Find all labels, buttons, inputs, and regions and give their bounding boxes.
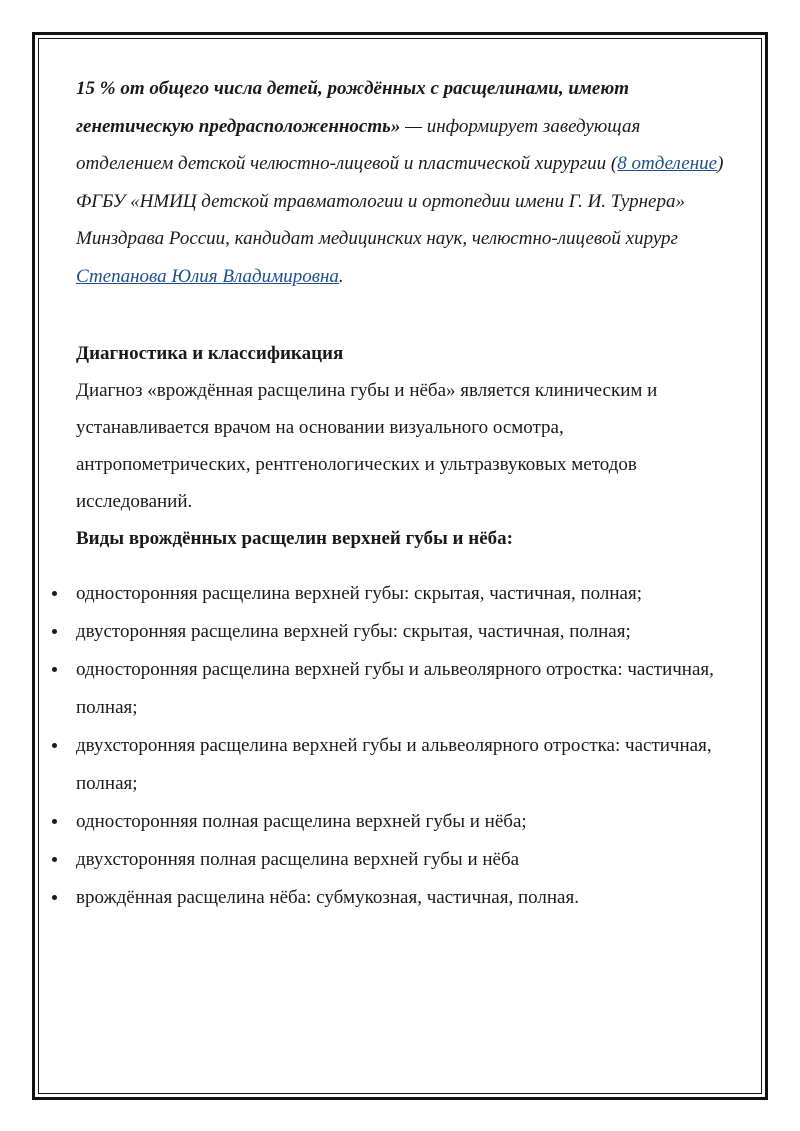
intro-paragraph	[76, 70, 736, 295]
intro-text-2: ) ФГБУ «НМИЦ детской травматологии и ортопедии имени Г. И. Турнера» Минздрава России, кандидат медицинских наук, челюстно-лицевой хирург	[76, 153, 724, 249]
cleft-types-list	[76, 575, 736, 917]
list-item	[76, 803, 736, 841]
diagnostics-paragraph: Диагноз «врождённая расщелина губы и нёба» является клиническим и устанавливается врачом на основании визуального осмотра, антропометрических, рентгенологических и ультразвуковых методов исследований.	[76, 380, 658, 512]
list-item-text: односторонняя полная расщелина верхней губы и нёба;	[76, 811, 527, 832]
bullet-icon	[52, 895, 57, 900]
intro-bold-quote: 15 % от общего числа детей, рождённых с расщелинами, имеют генетическую предрасположенность»	[76, 78, 629, 137]
list-item	[76, 575, 736, 613]
bullet-icon	[52, 857, 57, 862]
list-item	[76, 841, 736, 879]
bullet-icon	[52, 629, 57, 634]
bullet-icon	[52, 667, 57, 672]
list-item	[76, 727, 736, 803]
list-item	[76, 651, 736, 727]
list-item-text: двухсторонняя расщелина верхней губы и альвеолярного отростка: частичная, полная;	[76, 735, 712, 794]
list-item	[76, 613, 736, 651]
bullet-icon	[52, 591, 57, 596]
list-item-text: односторонняя расщелина верхней губы и альвеолярного отростка: частичная, полная;	[76, 659, 714, 718]
list-item-text: односторонняя расщелина верхней губы: скрытая, частичная, полная;	[76, 583, 643, 604]
page-content	[76, 70, 736, 917]
department-link[interactable]: 8 отделение	[617, 153, 718, 174]
bullet-icon	[52, 743, 57, 748]
intro-text-3: .	[338, 265, 344, 287]
list-item-text: двухсторонняя полная расщелина верхней губы и нёба	[76, 849, 520, 870]
list-item	[76, 879, 736, 917]
intro-text-1: — информирует заведующая отделением детской челюстно-лицевой и пластической хирургии (	[76, 115, 641, 174]
bullet-icon	[52, 819, 57, 824]
list-item-text: двусторонняя расщелина верхней губы: скрытая, частичная, полная;	[76, 621, 631, 642]
list-item-text: врождённая расщелина нёба: субмукозная, частичная, полная.	[76, 887, 579, 908]
section-title-diagnostics: Диагностика и классификация	[76, 343, 344, 364]
doctor-link[interactable]: Степанова Юлия Владимировна	[76, 265, 339, 287]
section-title-types: Виды врождённых расщелин верхней губы и нёба:	[76, 528, 513, 549]
